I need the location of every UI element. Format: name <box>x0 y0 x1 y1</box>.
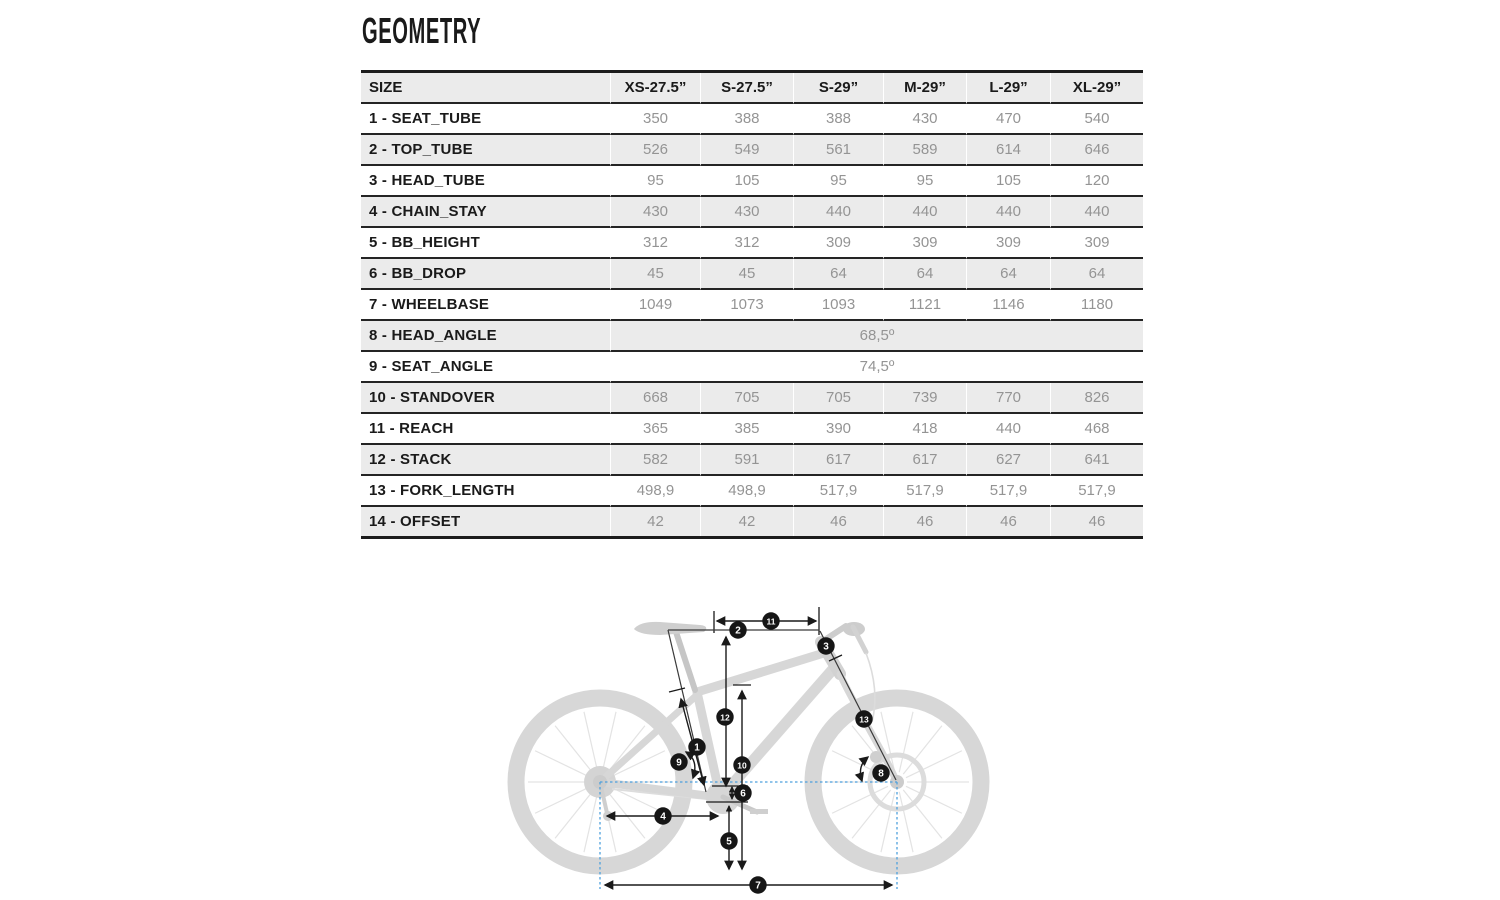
spoke <box>903 726 942 774</box>
saddle <box>634 622 706 635</box>
cell-value: 46 <box>883 507 966 536</box>
column-header-l29: L-29” <box>966 73 1050 104</box>
row-label: 13 - FORK_LENGTH <box>361 476 610 507</box>
brake-caliper <box>870 751 882 763</box>
cell-value: 120 <box>1050 166 1143 197</box>
row-label: 12 - STACK <box>361 445 610 476</box>
cell-value: 1146 <box>966 290 1050 321</box>
cell-value: 627 <box>966 445 1050 476</box>
row-label: 3 - HEAD_TUBE <box>361 166 610 197</box>
bike-silhouette <box>516 622 981 866</box>
cell-value: 46 <box>793 507 883 536</box>
cell-value: 591 <box>700 445 793 476</box>
cell-value: 668 <box>610 383 700 414</box>
spoke <box>602 712 616 772</box>
cell-value: 309 <box>883 228 966 259</box>
cell-value: 309 <box>793 228 883 259</box>
cell-value: 388 <box>793 104 883 135</box>
cell-merged-value: 74,5º <box>610 352 1143 383</box>
cell-value: 46 <box>1050 507 1143 536</box>
cell-value: 64 <box>966 259 1050 290</box>
cell-value: 42 <box>610 507 700 536</box>
cell-value: 46 <box>966 507 1050 536</box>
cell-merged-value: 68,5º <box>610 321 1143 352</box>
cell-value: 95 <box>793 166 883 197</box>
cell-value: 64 <box>793 259 883 290</box>
cell-value: 105 <box>966 166 1050 197</box>
cell-value: 95 <box>883 166 966 197</box>
spoke <box>899 792 913 852</box>
pedal <box>750 809 768 814</box>
marker-number: 7 <box>755 880 761 892</box>
cell-value: 365 <box>610 414 700 445</box>
table-row <box>361 414 1143 445</box>
column-header-s29: S-29” <box>793 73 883 104</box>
column-header-size: SIZE <box>361 73 610 104</box>
spoke <box>903 790 942 838</box>
table-row <box>361 507 1143 536</box>
cell-value: 1180 <box>1050 290 1143 321</box>
cell-value: 430 <box>883 104 966 135</box>
cell-value: 430 <box>610 197 700 228</box>
cell-value: 641 <box>1050 445 1143 476</box>
top-tube <box>697 653 824 692</box>
table-row <box>361 352 1143 383</box>
marker-number: 8 <box>878 768 884 780</box>
cell-value: 470 <box>966 104 1050 135</box>
cell-value: 614 <box>966 135 1050 166</box>
cell-value: 1121 <box>883 290 966 321</box>
cell-value: 440 <box>793 197 883 228</box>
table-row <box>361 166 1143 197</box>
geometry-table <box>361 70 1143 539</box>
row-label: 7 - WHEELBASE <box>361 290 610 321</box>
cell-value: 517,9 <box>966 476 1050 507</box>
marker-number: 3 <box>823 641 829 653</box>
cell-value: 498,9 <box>700 476 793 507</box>
row-label: 14 - OFFSET <box>361 507 610 536</box>
cell-value: 826 <box>1050 383 1143 414</box>
column-header-xs275: XS-27.5” <box>610 73 700 104</box>
spoke <box>555 790 594 838</box>
cell-value: 312 <box>700 228 793 259</box>
row-label: 8 - HEAD_ANGLE <box>361 321 610 352</box>
spoke <box>881 792 895 852</box>
table-row <box>361 197 1143 228</box>
cell-value: 45 <box>610 259 700 290</box>
cell-value: 517,9 <box>1050 476 1143 507</box>
marker-number: 5 <box>726 836 732 848</box>
cell-value: 526 <box>610 135 700 166</box>
spoke <box>584 712 598 772</box>
column-header-s275: S-27.5” <box>700 73 793 104</box>
cell-value: 42 <box>700 507 793 536</box>
cell-value: 309 <box>1050 228 1143 259</box>
seatpost <box>676 632 695 690</box>
cell-value: 64 <box>883 259 966 290</box>
cell-value: 388 <box>700 104 793 135</box>
cell-value: 105 <box>700 166 793 197</box>
marker-number: 4 <box>660 811 666 823</box>
table-row <box>361 321 1143 352</box>
marker-number: 10 <box>737 760 747 771</box>
cell-value: 430 <box>700 197 793 228</box>
cell-value: 617 <box>883 445 966 476</box>
cell-value: 45 <box>700 259 793 290</box>
row-label: 1 - SEAT_TUBE <box>361 104 610 135</box>
spoke <box>584 792 598 852</box>
row-label: 9 - SEAT_ANGLE <box>361 352 610 383</box>
cell-value: 646 <box>1050 135 1143 166</box>
cell-value: 309 <box>966 228 1050 259</box>
table-row <box>361 135 1143 166</box>
cell-value: 589 <box>883 135 966 166</box>
table-row <box>361 228 1143 259</box>
cell-value: 390 <box>793 414 883 445</box>
head-angle-arc <box>860 757 868 781</box>
cell-value: 1093 <box>793 290 883 321</box>
spoke <box>899 712 913 772</box>
cell-value: 517,9 <box>883 476 966 507</box>
cell-value: 468 <box>1050 414 1143 445</box>
spoke <box>555 726 594 774</box>
marker-number: 12 <box>720 712 730 723</box>
cell-value: 440 <box>1050 197 1143 228</box>
table-row <box>361 104 1143 135</box>
table-row <box>361 445 1143 476</box>
cell-value: 540 <box>1050 104 1143 135</box>
row-label: 2 - TOP_TUBE <box>361 135 610 166</box>
spoke <box>852 790 891 838</box>
marker-number: 11 <box>766 616 776 627</box>
table-row <box>361 290 1143 321</box>
cell-value: 561 <box>793 135 883 166</box>
marker-number: 9 <box>676 757 682 769</box>
cell-value: 312 <box>610 228 700 259</box>
cell-value: 549 <box>700 135 793 166</box>
page-title: GEOMETRY <box>362 10 482 51</box>
marker-number: 6 <box>740 788 746 800</box>
marker-number: 1 <box>694 742 700 754</box>
cell-value: 64 <box>1050 259 1143 290</box>
table-row <box>361 383 1143 414</box>
spoke <box>535 751 591 778</box>
table-header-row <box>361 73 1143 104</box>
cell-value: 440 <box>966 414 1050 445</box>
bike-geometry-diagram <box>480 580 1000 900</box>
row-label: 4 - CHAIN_STAY <box>361 197 610 228</box>
cell-value: 1049 <box>610 290 700 321</box>
geometry-table-body <box>361 104 1143 536</box>
cell-value: 705 <box>700 383 793 414</box>
cell-value: 95 <box>610 166 700 197</box>
cell-value: 582 <box>610 445 700 476</box>
cell-value: 440 <box>966 197 1050 228</box>
column-header-xl29: XL-29” <box>1050 73 1143 104</box>
row-label: 10 - STANDOVER <box>361 383 610 414</box>
row-label: 11 - REACH <box>361 414 610 445</box>
row-label: 5 - BB_HEIGHT <box>361 228 610 259</box>
cell-value: 385 <box>700 414 793 445</box>
marker-number: 13 <box>859 714 869 725</box>
cell-value: 617 <box>793 445 883 476</box>
table-row <box>361 476 1143 507</box>
spoke <box>535 786 591 813</box>
marker-number: 2 <box>735 625 741 637</box>
cell-value: 1073 <box>700 290 793 321</box>
column-header-m29: M-29” <box>883 73 966 104</box>
cell-value: 498,9 <box>610 476 700 507</box>
cell-value: 350 <box>610 104 700 135</box>
cell-value: 517,9 <box>793 476 883 507</box>
row-label: 6 - BB_DROP <box>361 259 610 290</box>
cell-value: 705 <box>793 383 883 414</box>
cell-value: 418 <box>883 414 966 445</box>
table-row <box>361 259 1143 290</box>
cell-value: 770 <box>966 383 1050 414</box>
cell-value: 440 <box>883 197 966 228</box>
cell-value: 739 <box>883 383 966 414</box>
